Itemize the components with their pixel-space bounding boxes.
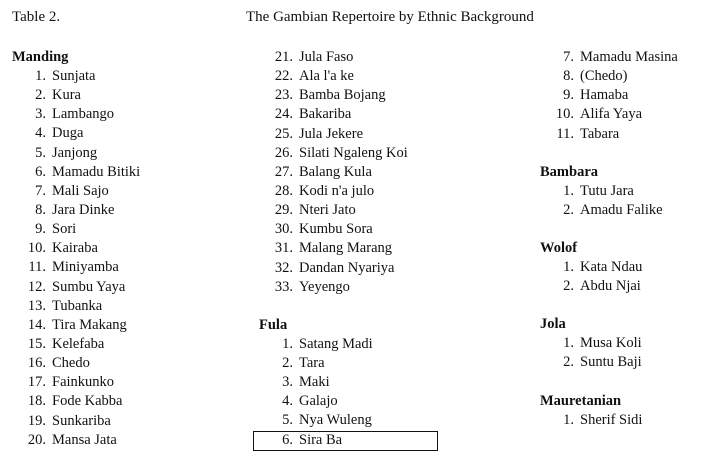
- item-name: Sumbu Yaya: [52, 278, 126, 295]
- list-item: [12, 239, 242, 258]
- list-item: [540, 105, 705, 124]
- item-name: Fode Kabba: [52, 393, 123, 410]
- list-item: [259, 163, 499, 182]
- list-item: [12, 373, 242, 392]
- item-number: 18.: [27, 393, 46, 410]
- list-item: [259, 105, 499, 124]
- item-number: 10.: [27, 240, 46, 257]
- list-item: [259, 220, 499, 239]
- item-number: 20.: [27, 431, 46, 448]
- item-number: 31.: [274, 240, 293, 257]
- item-name: Maki: [299, 374, 330, 391]
- list-item: [540, 277, 705, 296]
- item-number: 6.: [35, 163, 46, 180]
- item-number: 8.: [35, 201, 46, 218]
- list-item: [12, 392, 242, 411]
- item-name: Kelefaba: [52, 335, 105, 352]
- group-heading-bambara: Bambara: [540, 163, 598, 180]
- item-name: Sunkariba: [52, 412, 111, 429]
- item-name: Hamaba: [580, 87, 629, 104]
- list-item: [259, 411, 499, 430]
- list-item: [12, 86, 242, 105]
- list-item: [540, 353, 705, 372]
- item-name: Abdu Njai: [580, 278, 641, 295]
- item-name: Dandan Nyariya: [299, 259, 395, 276]
- item-name: Tabara: [580, 125, 620, 142]
- list-item: [540, 86, 705, 105]
- list-item: [540, 182, 705, 201]
- item-name: Musa Koli: [580, 335, 642, 352]
- list-item: [259, 125, 499, 144]
- item-name: Tubanka: [52, 297, 103, 314]
- item-number: 2.: [563, 354, 574, 371]
- list-item: [12, 335, 242, 354]
- item-name: Lambango: [52, 106, 115, 123]
- item-number: 25.: [274, 125, 293, 142]
- list-item: [12, 144, 242, 163]
- item-name: Mamadu Masina: [580, 49, 678, 65]
- list-item: [259, 335, 499, 354]
- item-number: 9.: [35, 221, 46, 238]
- item-name: Suntu Baji: [580, 354, 642, 371]
- item-number: 5.: [35, 144, 46, 161]
- item-number: 2.: [35, 87, 46, 104]
- item-name: Tutu Jara: [580, 182, 634, 199]
- list-item: [540, 334, 705, 353]
- group-heading-mauretanian: Mauretanian: [540, 392, 622, 409]
- item-name: Sherif Sidi: [580, 411, 643, 428]
- item-name: Mali Sajo: [52, 182, 109, 199]
- item-number: 5.: [282, 412, 293, 429]
- item-name: Satang Madi: [299, 335, 373, 352]
- item-number: 13.: [27, 297, 46, 314]
- group-heading-fula: Fula: [259, 316, 288, 333]
- list-item: [12, 105, 242, 124]
- list-item: [12, 354, 242, 373]
- list-item: [259, 201, 499, 220]
- list-item: [540, 201, 705, 220]
- item-number: 1.: [563, 258, 574, 275]
- list-item: [259, 354, 499, 373]
- item-number: 2.: [563, 278, 574, 295]
- list-item: [259, 144, 499, 163]
- item-number: 32.: [274, 259, 293, 276]
- group-heading-jola: Jola: [540, 316, 566, 333]
- list-item: [12, 201, 242, 220]
- item-number: 15.: [27, 335, 46, 352]
- item-name: Malang Marang: [299, 240, 393, 257]
- list-item: [540, 411, 705, 430]
- item-name: Duga: [52, 125, 84, 142]
- item-name: (Chedo): [580, 68, 628, 85]
- group-fula-part-1: [259, 335, 499, 450]
- item-name: Janjong: [52, 144, 98, 161]
- list-item: [259, 182, 499, 201]
- item-number: 27.: [274, 163, 293, 180]
- item-name: Nya Wuleng: [299, 412, 372, 429]
- item-number: 1.: [282, 335, 293, 352]
- list-item: [12, 412, 242, 431]
- item-number: 1.: [563, 182, 574, 199]
- item-name: Fainkunko: [52, 374, 115, 391]
- group-jola: [540, 334, 705, 372]
- item-name: Kodi n'a julo: [299, 182, 375, 199]
- item-number: 6.: [282, 431, 293, 448]
- item-number: 24.: [274, 106, 293, 123]
- list-item: [259, 278, 499, 297]
- item-number: 33.: [274, 278, 293, 295]
- item-number: 4.: [35, 125, 46, 142]
- list-item: [12, 182, 242, 201]
- item-name: Kumbu Sora: [299, 221, 373, 238]
- list-item: [259, 259, 499, 278]
- item-name: Miniyamba: [52, 259, 119, 276]
- item-number: 7.: [35, 182, 46, 199]
- column-2: [259, 48, 499, 450]
- item-name: Tara: [299, 354, 325, 371]
- list-item: [540, 67, 705, 86]
- item-number: 2.: [282, 354, 293, 371]
- list-item: [259, 392, 499, 411]
- list-item: [12, 67, 242, 86]
- item-number: 30.: [274, 221, 293, 238]
- item-number: 1.: [563, 411, 574, 428]
- item-name: Alifa Yaya: [580, 106, 643, 123]
- item-name: Sira Ba: [299, 431, 343, 448]
- item-number: 3.: [35, 106, 46, 123]
- list-item: [12, 297, 242, 316]
- item-number: 22.: [274, 68, 293, 85]
- item-number: 21.: [274, 49, 293, 65]
- item-name: Kata Ndau: [580, 258, 643, 275]
- list-item: [259, 431, 499, 450]
- group-heading-wolof: Wolof: [540, 239, 578, 256]
- item-number: 9.: [563, 87, 574, 104]
- list-item: [259, 67, 499, 86]
- item-name: Sunjata: [52, 68, 96, 84]
- item-name: Bakariba: [299, 106, 352, 123]
- item-name: Sori: [52, 221, 77, 238]
- item-name: Silati Ngaleng Koi: [299, 144, 408, 161]
- item-name: Jara Dinke: [52, 201, 115, 218]
- list-item: [540, 48, 705, 67]
- item-name: Nteri Jato: [299, 202, 356, 219]
- item-name: Bamba Bojang: [299, 87, 386, 104]
- item-name: Amadu Falike: [580, 201, 663, 218]
- table-label: Table 2.: [12, 9, 61, 25]
- item-number: 3.: [282, 374, 293, 391]
- item-number: 16.: [27, 355, 46, 372]
- group-manding-part-2: [259, 48, 499, 297]
- item-number: 26.: [274, 144, 293, 161]
- list-item: [12, 278, 242, 297]
- item-number: 19.: [27, 412, 46, 429]
- item-number: 2.: [563, 201, 574, 218]
- list-item: [259, 373, 499, 392]
- group-bambara: [540, 182, 705, 220]
- list-item: [259, 48, 499, 67]
- group-fula-part-2: [540, 48, 705, 144]
- item-number: 14.: [27, 316, 46, 333]
- list-item: [12, 258, 242, 277]
- item-number: 4.: [282, 393, 293, 410]
- list-item: [12, 431, 242, 450]
- item-number: 10.: [555, 106, 574, 123]
- item-number: 8.: [563, 68, 574, 85]
- column-1: [12, 48, 242, 450]
- item-name: Mansa Jata: [52, 431, 117, 448]
- list-item: [540, 125, 705, 144]
- list-item: [12, 220, 242, 239]
- item-name: Galajo: [299, 393, 338, 410]
- item-number: 12.: [27, 278, 46, 295]
- group-mauretanian: [540, 411, 705, 430]
- list-item: [259, 239, 499, 258]
- list-item: [12, 316, 242, 335]
- item-number: 11.: [28, 259, 46, 276]
- table-title: The Gambian Repertoire by Ethnic Background: [246, 9, 534, 25]
- item-name: Jula Jekere: [299, 125, 364, 142]
- item-name: Tira Makang: [52, 316, 127, 333]
- item-name: Chedo: [52, 355, 90, 372]
- item-number: 17.: [27, 374, 46, 391]
- item-number: 28.: [274, 182, 293, 199]
- item-number: 1.: [35, 68, 46, 84]
- group-manding-part-1: [12, 67, 242, 450]
- item-number: 23.: [274, 87, 293, 104]
- item-name: Kura: [52, 87, 81, 104]
- item-number: 29.: [274, 202, 293, 219]
- item-name: Yeyengo: [299, 278, 350, 295]
- item-name: Jula Faso: [299, 49, 354, 65]
- list-item: [259, 86, 499, 105]
- item-number: 1.: [563, 335, 574, 352]
- item-number: 7.: [563, 49, 574, 65]
- group-heading-manding: Manding: [12, 49, 69, 65]
- list-item: [540, 258, 705, 277]
- item-name: Ala l'a ke: [299, 68, 354, 85]
- item-name: Mamadu Bitiki: [52, 163, 141, 180]
- item-name: Balang Kula: [299, 163, 372, 180]
- group-wolof: [540, 258, 705, 296]
- item-name: Kairaba: [52, 240, 98, 257]
- list-item: [12, 124, 242, 143]
- list-item: [12, 163, 242, 182]
- item-number: 11.: [556, 125, 574, 142]
- column-3: [540, 48, 705, 430]
